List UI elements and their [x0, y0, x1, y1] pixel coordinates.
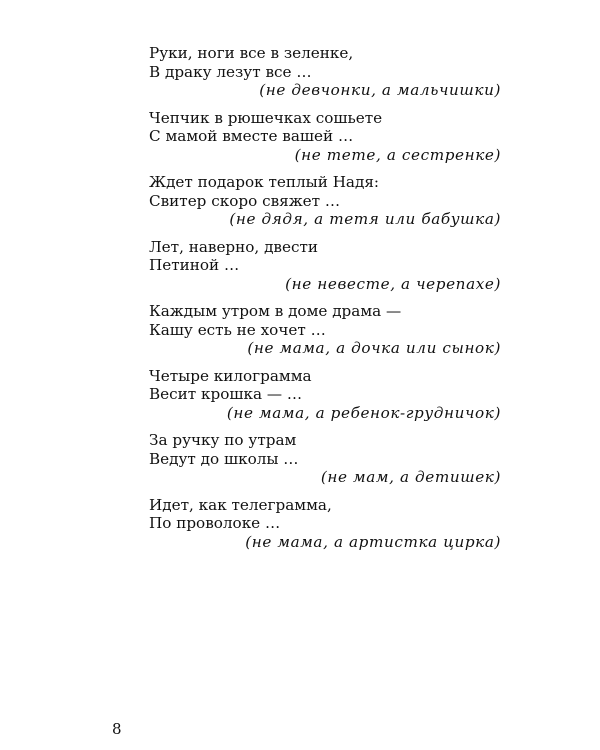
- stanza-answer: (не мама, а артистка цирка): [245, 532, 501, 551]
- stanza-answer: (не мама, а дочка или сынок): [247, 339, 501, 357]
- stanza-6: [149, 367, 501, 423]
- stanza-line: За ручку по утрам: [149, 431, 297, 449]
- stanza-answer: (не невесте, а черепахе): [285, 274, 501, 293]
- stanza-line: Чепчик в рюшечках сошьете: [149, 108, 383, 127]
- stanza-8: [149, 496, 501, 552]
- stanza-line: В драку лезут все …: [149, 62, 312, 81]
- stanza-line: Весит крошка — …: [149, 385, 303, 403]
- stanza-answer: (не дядя, а тетя или бабушка): [229, 210, 501, 228]
- stanza-line: Кашу есть не хочет …: [149, 320, 326, 339]
- stanza-line: Идет, как телеграмма,: [149, 495, 332, 514]
- stanza-line: Четыре килограмма: [149, 366, 312, 385]
- stanza-3: [149, 173, 501, 229]
- stanza-answer: (не тете, а сестренке): [294, 145, 501, 164]
- stanza-line: Свитер скоро свяжет …: [149, 191, 341, 210]
- stanza-answer: (не мам, а детишек): [320, 468, 501, 486]
- stanza-line: Руки, ноги все в зеленке,: [149, 44, 354, 62]
- stanza-line: Петиной …: [149, 256, 240, 274]
- stanza-line: Ведут до школы …: [149, 449, 299, 468]
- stanza-4: [149, 238, 501, 294]
- stanza-line: По проволоке …: [149, 514, 281, 532]
- stanza-5: [149, 302, 501, 358]
- stanza-2: [149, 109, 501, 165]
- stanza-line: С мамой вместе вашей …: [149, 127, 354, 145]
- stanza-answer: (не девчонки, а мальчишки): [259, 81, 501, 99]
- stanza-line: Лет, наверно, двести: [149, 237, 318, 256]
- stanza-1: [149, 44, 501, 100]
- stanza-7: [149, 431, 501, 487]
- stanza-line: Каждым утром в доме драма —: [149, 302, 402, 320]
- stanza-answer: (не мама, а ребенок-грудничок): [226, 403, 501, 422]
- poem: [149, 44, 501, 560]
- stanza-line: Ждет подарок теплый Надя:: [149, 173, 380, 191]
- page-number: 8: [112, 720, 122, 738]
